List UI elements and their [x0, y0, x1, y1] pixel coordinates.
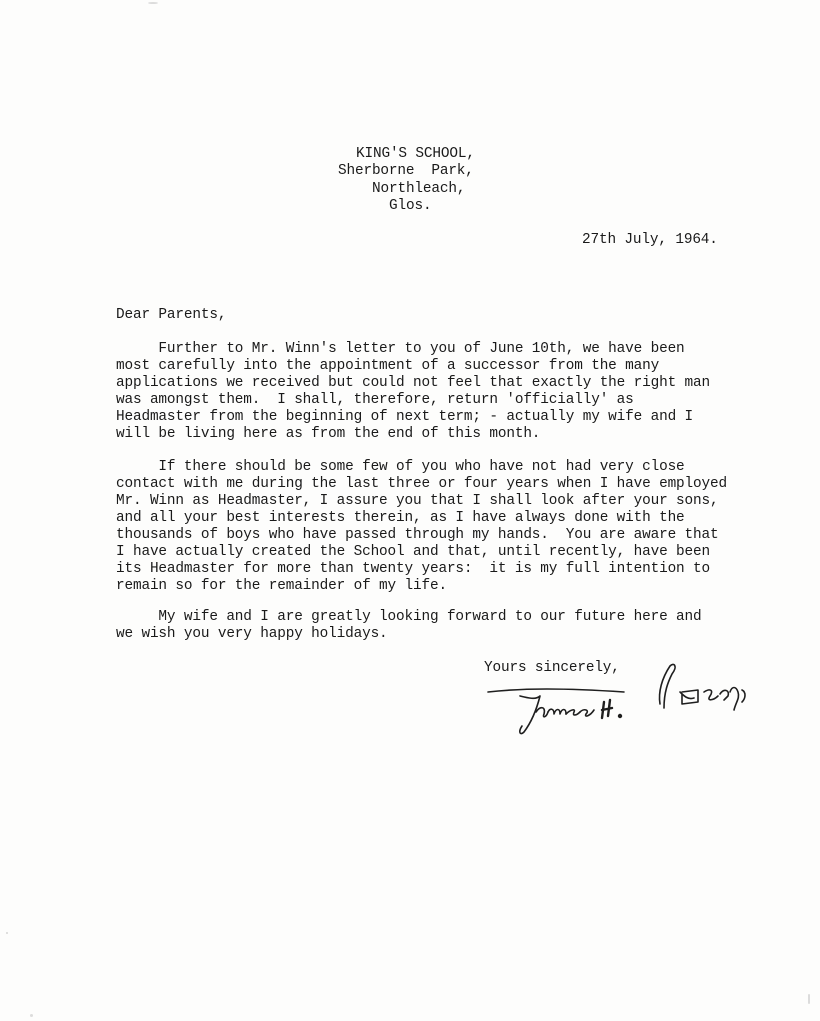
scan-speck — [30, 1014, 33, 1017]
body-paragraph-2 — [116, 459, 727, 595]
paragraph-line: we wish you very happy holidays. — [116, 626, 388, 642]
handwritten-signature — [484, 652, 764, 742]
paragraph-line: was amongst them. I shall, therefore, return 'officially' as — [116, 392, 634, 408]
salutation: Dear Parents, — [116, 307, 227, 323]
paragraph-line: and all your best interests therein, as I have always done with the — [116, 510, 685, 526]
address-line-2: Sherborne Park, — [338, 163, 474, 179]
paragraph-line: contact with me during the last three or four years when I have employed — [116, 476, 727, 492]
paragraph-line: most carefully into the appointment of a successor from the many — [116, 358, 660, 374]
body-paragraph-3 — [116, 609, 702, 643]
address-line-4: Glos. — [389, 198, 432, 214]
paragraph-line: Mr. Winn as Headmaster, I assure you that I shall look after your sons, — [116, 493, 719, 509]
paragraph-line: My wife and I are greatly looking forward to our future here and — [116, 609, 702, 625]
paragraph-line: applications we received but could not feel that exactly the right man — [116, 375, 711, 391]
letter-date: 27th July, 1964. — [582, 232, 718, 248]
scan-speck — [148, 2, 158, 4]
scan-speck — [6, 932, 8, 934]
paragraph-line: will be living here as from the end of this month. — [116, 426, 541, 442]
paragraph-line: I have actually created the School and that, until recently, have been — [116, 544, 711, 560]
paragraph-line: Further to Mr. Winn's letter to you of June 10th, we have been — [116, 341, 685, 357]
paragraph-line: If there should be some few of you who have not had very close — [116, 459, 685, 475]
body-paragraph-1 — [116, 341, 710, 443]
paragraph-line: thousands of boys who have passed through my hands. You are aware that — [116, 527, 719, 543]
signature-name — [0, 0, 1, 1]
paragraph-line: its Headmaster for more than twenty years: it is my full intention to — [116, 561, 711, 577]
paragraph-line: remain so for the remainder of my life. — [116, 578, 447, 594]
paragraph-line: Headmaster from the beginning of next term; - actually my wife and I — [116, 409, 694, 425]
address-line-3: Northleach, — [372, 181, 466, 197]
scan-speck — [808, 994, 810, 1004]
closing: Yours sincerely, — [484, 660, 620, 676]
address-line-1: KING'S SCHOOL, — [356, 146, 475, 162]
